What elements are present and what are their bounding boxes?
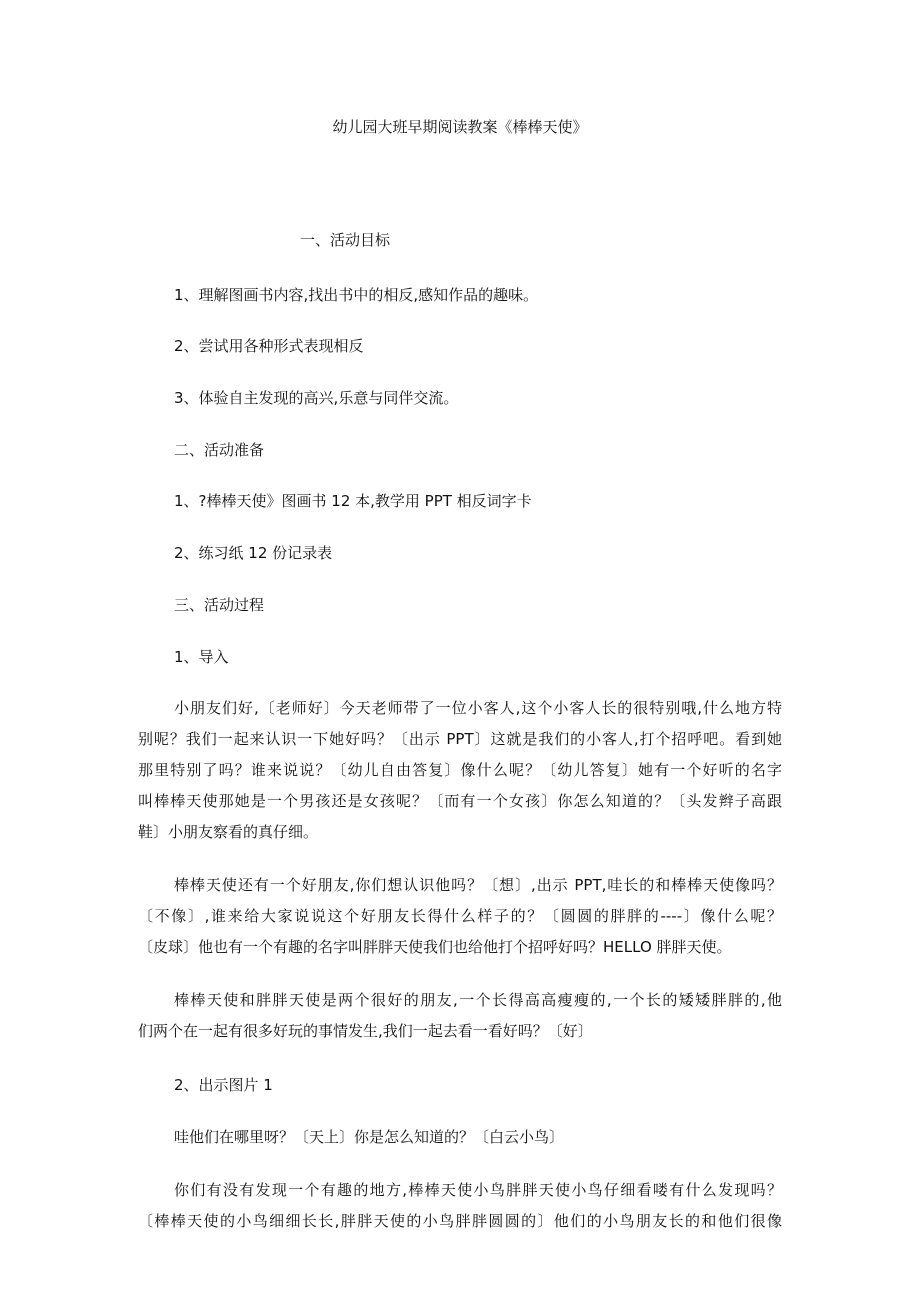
section-heading: 三、活动过程 bbox=[174, 596, 265, 614]
step-heading: 1、导入 bbox=[174, 648, 229, 666]
paragraph-line: 别呢？我们一起来认识一下她好吗？〔出示 PPT〕这就是我们的小客人,打个招呼吧。看到她 bbox=[138, 730, 782, 748]
section-heading: 二、活动准备 bbox=[174, 441, 265, 459]
step-heading: 2、出示图片 1 bbox=[174, 1076, 273, 1094]
list-item: 1、?棒棒天使》图画书 12 本,教学用 PPT 相反词字卡 bbox=[174, 492, 532, 510]
list-item: 3、体验自主发现的高兴,乐意与同伴交流。 bbox=[174, 389, 459, 407]
paragraph-line: 〔皮球〕他也有一个有趣的名字叫胖胖天使我们也给他打个招呼好吗？HELLO 胖胖天使。 bbox=[138, 938, 732, 956]
list-item: 2、尝试用各种形式表现相反 bbox=[174, 337, 364, 355]
list-item: 1、理解图画书内容,找出书中的相反,感知作品的趣味。 bbox=[174, 286, 539, 304]
paragraph-line: 那里特别了吗？谁来说说？〔幼儿自由答复〕像什么呢？〔幼儿答复〕她有一个好听的名字 bbox=[138, 761, 782, 779]
paragraph-line: 哇他们在哪里呀？〔天上〕你是怎么知道的？〔白云小鸟〕 bbox=[174, 1128, 565, 1146]
paragraph-line: 你们有没有发现一个有趣的地方,棒棒天使小鸟胖胖天使小鸟仔细看喽有什么发现吗？ bbox=[174, 1181, 782, 1199]
paragraph-line: 〔不像〕,谁来给大家说说这个好朋友长得什么样子的？〔圆圆的胖胖的----〕像什么呢？ bbox=[138, 907, 782, 925]
document-title: 幼儿园大班早期阅读教案《棒棒天使》 bbox=[332, 118, 588, 136]
paragraph-line: 们两个在一起有很多好玩的事情发生,我们一起去看一看好吗？〔好〕 bbox=[138, 1022, 593, 1040]
paragraph-line: 小朋友们好,〔老师好〕今天老师带了一位小客人,这个小客人长的很特别哦,什么地方特 bbox=[174, 699, 782, 717]
paragraph-line: 棒棒天使和胖胖天使是两个很好的朋友,一个长得高高瘦瘦的,一个长的矮矮胖胖的,他 bbox=[174, 991, 782, 1009]
section-heading: 一、活动目标 bbox=[300, 231, 391, 249]
paragraph-line: 叫棒棒天使那她是一个男孩还是女孩呢？〔而有一个女孩〕你怎么知道的？〔头发辫子高跟 bbox=[138, 792, 782, 810]
paragraph-line: 棒棒天使还有一个好朋友,你们想认识他吗？〔想〕,出示 PPT,哇长的和棒棒天使像吗？ bbox=[174, 876, 782, 894]
paragraph-line: 鞋〕小朋友察看的真仔细。 bbox=[138, 823, 319, 841]
paragraph-line: 〔棒棒天使的小鸟细细长长,胖胖天使的小鸟胖胖圆圆的〕他们的小鸟朋友长的和他们很像 bbox=[138, 1212, 782, 1230]
list-item: 2、练习纸 12 份记录表 bbox=[174, 544, 333, 562]
